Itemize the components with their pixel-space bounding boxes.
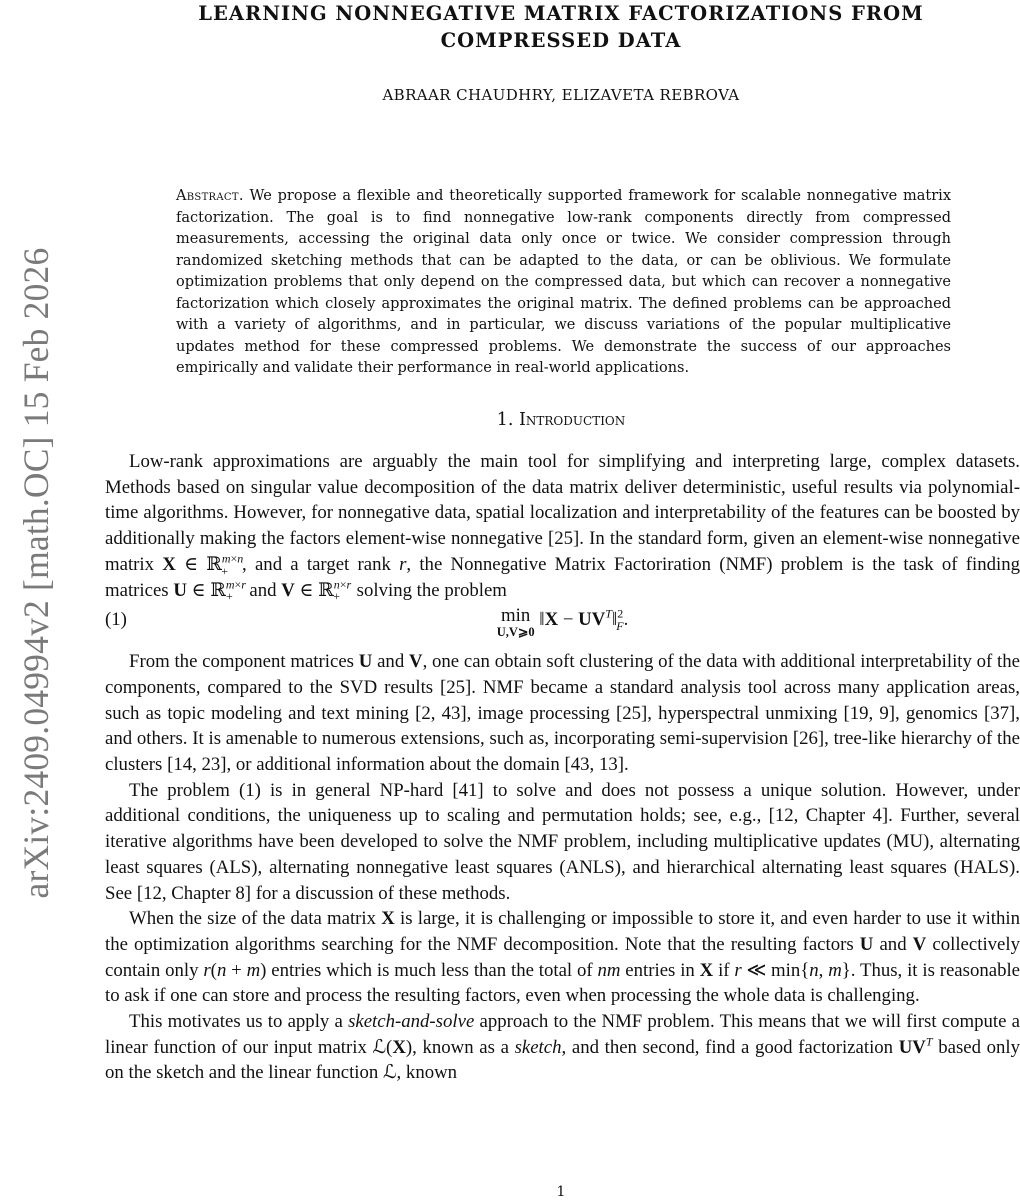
abstract [176,186,951,380]
paragraph: This motivates us to apply a sketch-and-solve approach to the NMF problem. This means that we will first compute a linear function of our input matrix ℒ(X), known as a sketch, and then second, find a good factorization $UV^T$ based only on the sketch and the linear function ℒ, known [105,1011,1020,1084]
paragraph: Low-rank approximations are arguably the main tool for simplifying and interpreting large, complex datasets. Methods based on singular value decomposition of the data matrix deliver deterministic, useful results via polynomial-time algorithms. However, for nonnegative data, spatial localization and interpretability of the features can be boosted by additionally making the factors element-wise nonnegative [25]. In the standard form, given an element-wise nonnegative matrix X ∈ ℝ$^{m\times n}_+$ , and a target rank r, the Nonnegative Matrix Factoriration (NMF) problem is the task of finding matrices U ∈ ℝ$^{m\times r}_+$ and V ∈ ℝ$^{n\times r}_+$ solving the problem [105,451,1020,604]
title-line-1: LEARNING NONNEGATIVE MATRIX FACTORIZATIONS FROM [198,2,924,25]
page-number: 1 [556,1184,566,1200]
paragraph: The problem (1) is in general NP-hard [41] to solve and does not possess a unique solution. However, under additional conditions, the uniqueness up to scaling and permutation holds; see, e.g., [12, Chapter 4]. Further, several iterative algorithms have been developed to solve the NMF problem, including multiplicative updates (MU), alternating least squares (ALS), alternating nonnegative least squares (ANLS), and hierarchical alternating least squares (HALS). See [12, Chapter 8] for a discussion of these methods. [105,779,1020,904]
section-title: Introduction [518,410,626,430]
equation-1 [105,603,1020,649]
paragraph: From the component matrices U and V, one can obtain soft clustering of the data with additional interpretability of the components, compared to the SVD results [25]. NMF became a standard analysis tool across many application areas, such as topic modeling and text mining [2, 43], image processing [25], hyperspectral unmixing [19, 9], genomics [37], and others. It is amenable to numerous extensions, such as, incorporating semi-supervision [26], tree-like hierarchy of the clusters [14, 23], or additional information about the domain [43, 13]. [105,651,1020,776]
abstract-label: Abstract. [176,188,244,204]
paper-title [130,0,992,54]
section-heading [130,410,992,430]
arxiv-identifier [0,0,60,1200]
author-list: ABRAAR CHAUDHRY, ELIZAVETA REBROVA [382,86,740,104]
arxiv-identifier-text: arXiv:2409.04994v2 [math.OC] 15 Feb 2026 [16,247,56,899]
section-number: 1. [496,410,514,430]
body-text [105,449,1020,1086]
abstract-text: We propose a flexible and theoretically supported framework for scalable nonnegative matrix factorization. The goal is to find nonnegative low-rank components directly from compressed measurements, accessing the original data only once or twice. We consider compression through randomized sketching methods that can be adapted to the data, or can be oblivious. We formulate optimization problems that only depend on the compressed data, but which can recover a nonnegative factorization which closely approximates the original matrix. The defined problems can be approached with a variety of algorithms, and in particular, we discuss variations of the popular multiplicative updates method for these compressed problems. We demonstrate the success of our approaches empirically and validate their performance in real-world applications. [176,188,951,376]
equation-number: (1) [105,609,127,631]
title-line-2: COMPRESSED DATA [440,29,682,52]
equation-body: min U,V⩾0 ‖X − $UV^T‖^2_F$. [496,605,629,640]
paragraph: When the size of the data matrix X is large, it is challenging or impossible to store it, and even harder to use it within the optimization algorithms searching for the NMF decomposition. Note that the resulting factors U and V collectively contain only r(n + m) entries which is much less than the total of nm entries in X if r ≪ min{n, m}. Thus, it is reasonable to ask if one can store and process the resulting factors, even when processing the whole data is challenging. [105,908,1020,1007]
